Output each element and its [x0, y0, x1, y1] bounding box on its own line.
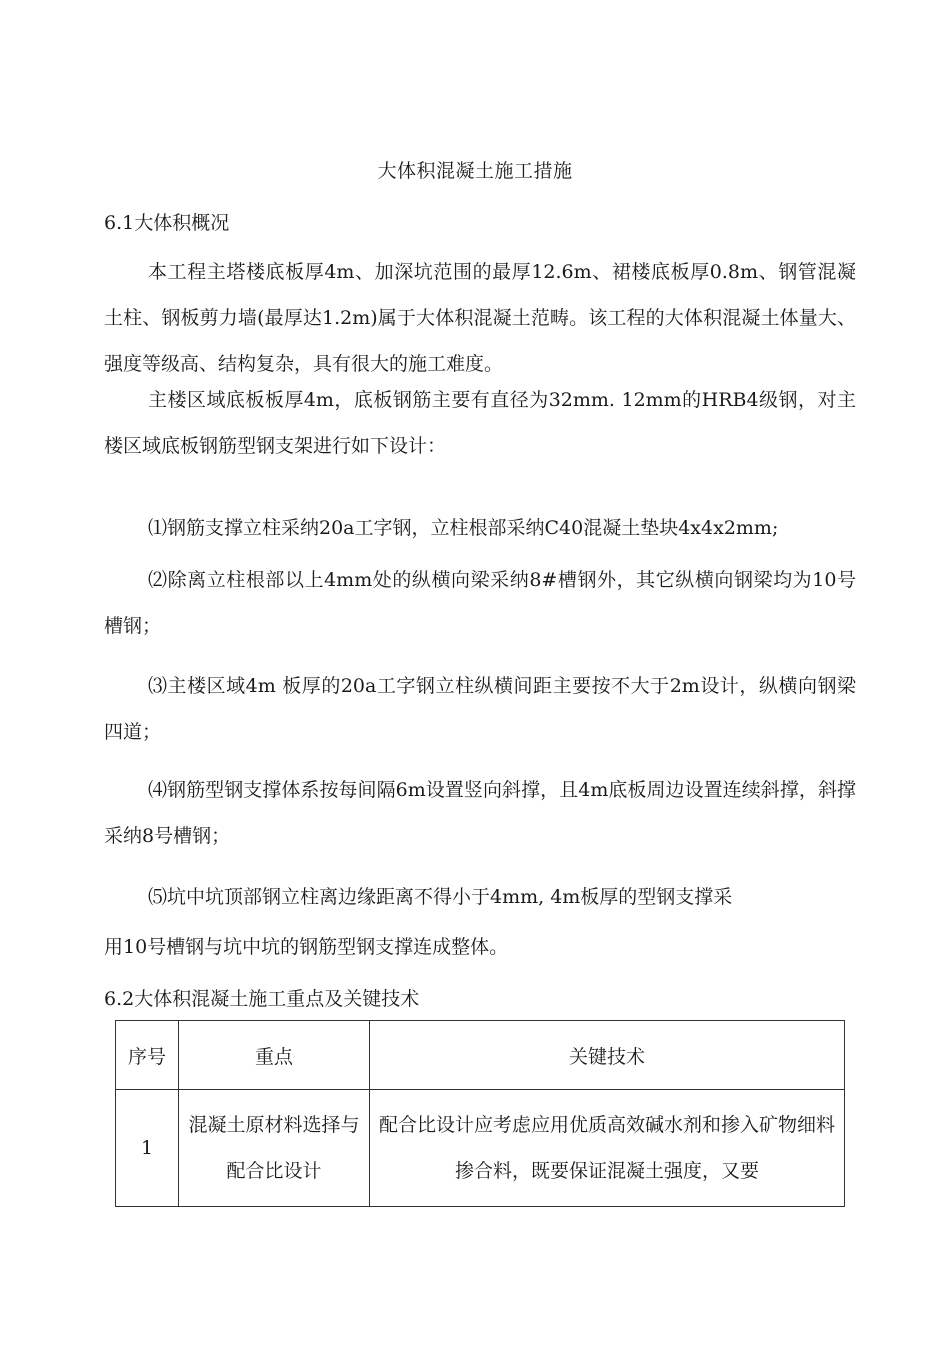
row-1-key-technology-text: 配合比设计应考虑应用优质高效碱水剂和掺入矿物细料掺合料，既要保证混凝土强度，又要: [378, 1114, 835, 1182]
table-header-row: [116, 1021, 845, 1090]
design-item-1: ⑴钢筋支撑立柱采纳20a工字钢，立柱根部采纳C40混凝土垫块4x4x2mm;: [148, 517, 779, 539]
design-item-4: ⑷钢筋型钢支撑体系按每间隔6m设置竖向斜撑，且4m底板周边设置连续斜撑，斜撑采纳8号槽钢；: [104, 779, 856, 847]
section-1-paragraph-2: 主楼区域底板板厚4m，底板钢筋主要有直径为32mm. 12mm的HRB4级钢，对主楼区域底板钢筋型钢支架进行如下设计：: [104, 389, 856, 457]
section-1-paragraph-1: 本工程主塔楼底板厚4m、加深坑范围的最厚12.6m、裙楼底板厚0.8m、钢管混凝土柱、钢板剪力墙(最厚达1.2m)属于大体积混凝土范畴。该工程的大体积混凝土体量大、强度等级高、结构复杂，具有很大的施工难度。: [104, 261, 856, 375]
header-key-technology: 关键技术: [370, 1021, 845, 1090]
row-1-key-technology: [370, 1090, 845, 1207]
row-1-no: 1: [116, 1090, 179, 1207]
row-1-key-point: [179, 1090, 370, 1207]
row-1-key-point-text: 混凝土原材料选择与配合比设计: [188, 1114, 360, 1182]
design-item-3: ⑶主楼区域4m 板厚的20a工字钢立柱纵横间距主要按不大于2m设计，纵横向钢梁四道；: [104, 675, 856, 743]
header-key-point: 重点: [179, 1021, 370, 1090]
design-item-5-line-2: 用10号槽钢与坑中坑的钢筋型钢支撑连成整体。: [104, 936, 509, 958]
section-1-heading: 6.1大体积概况: [104, 212, 230, 234]
design-item-2: ⑵除离立柱根部以上4mm处的纵横向梁采纳8#槽钢外，其它纵横向钢梁均为10号槽钢；: [104, 569, 856, 637]
table-row: [116, 1090, 845, 1207]
header-no: 序号: [116, 1021, 179, 1090]
design-item-5-line-1: ⑸坑中坑顶部钢立柱离边缘距离不得小于4mm, 4m板厚的型钢支撑采: [148, 886, 733, 908]
document-title: 大体积混凝土施工措施: [377, 160, 573, 182]
section-2-heading: 6.2大体积混凝土施工重点及关键技术: [104, 988, 420, 1010]
key-technology-table: [115, 1020, 845, 1207]
